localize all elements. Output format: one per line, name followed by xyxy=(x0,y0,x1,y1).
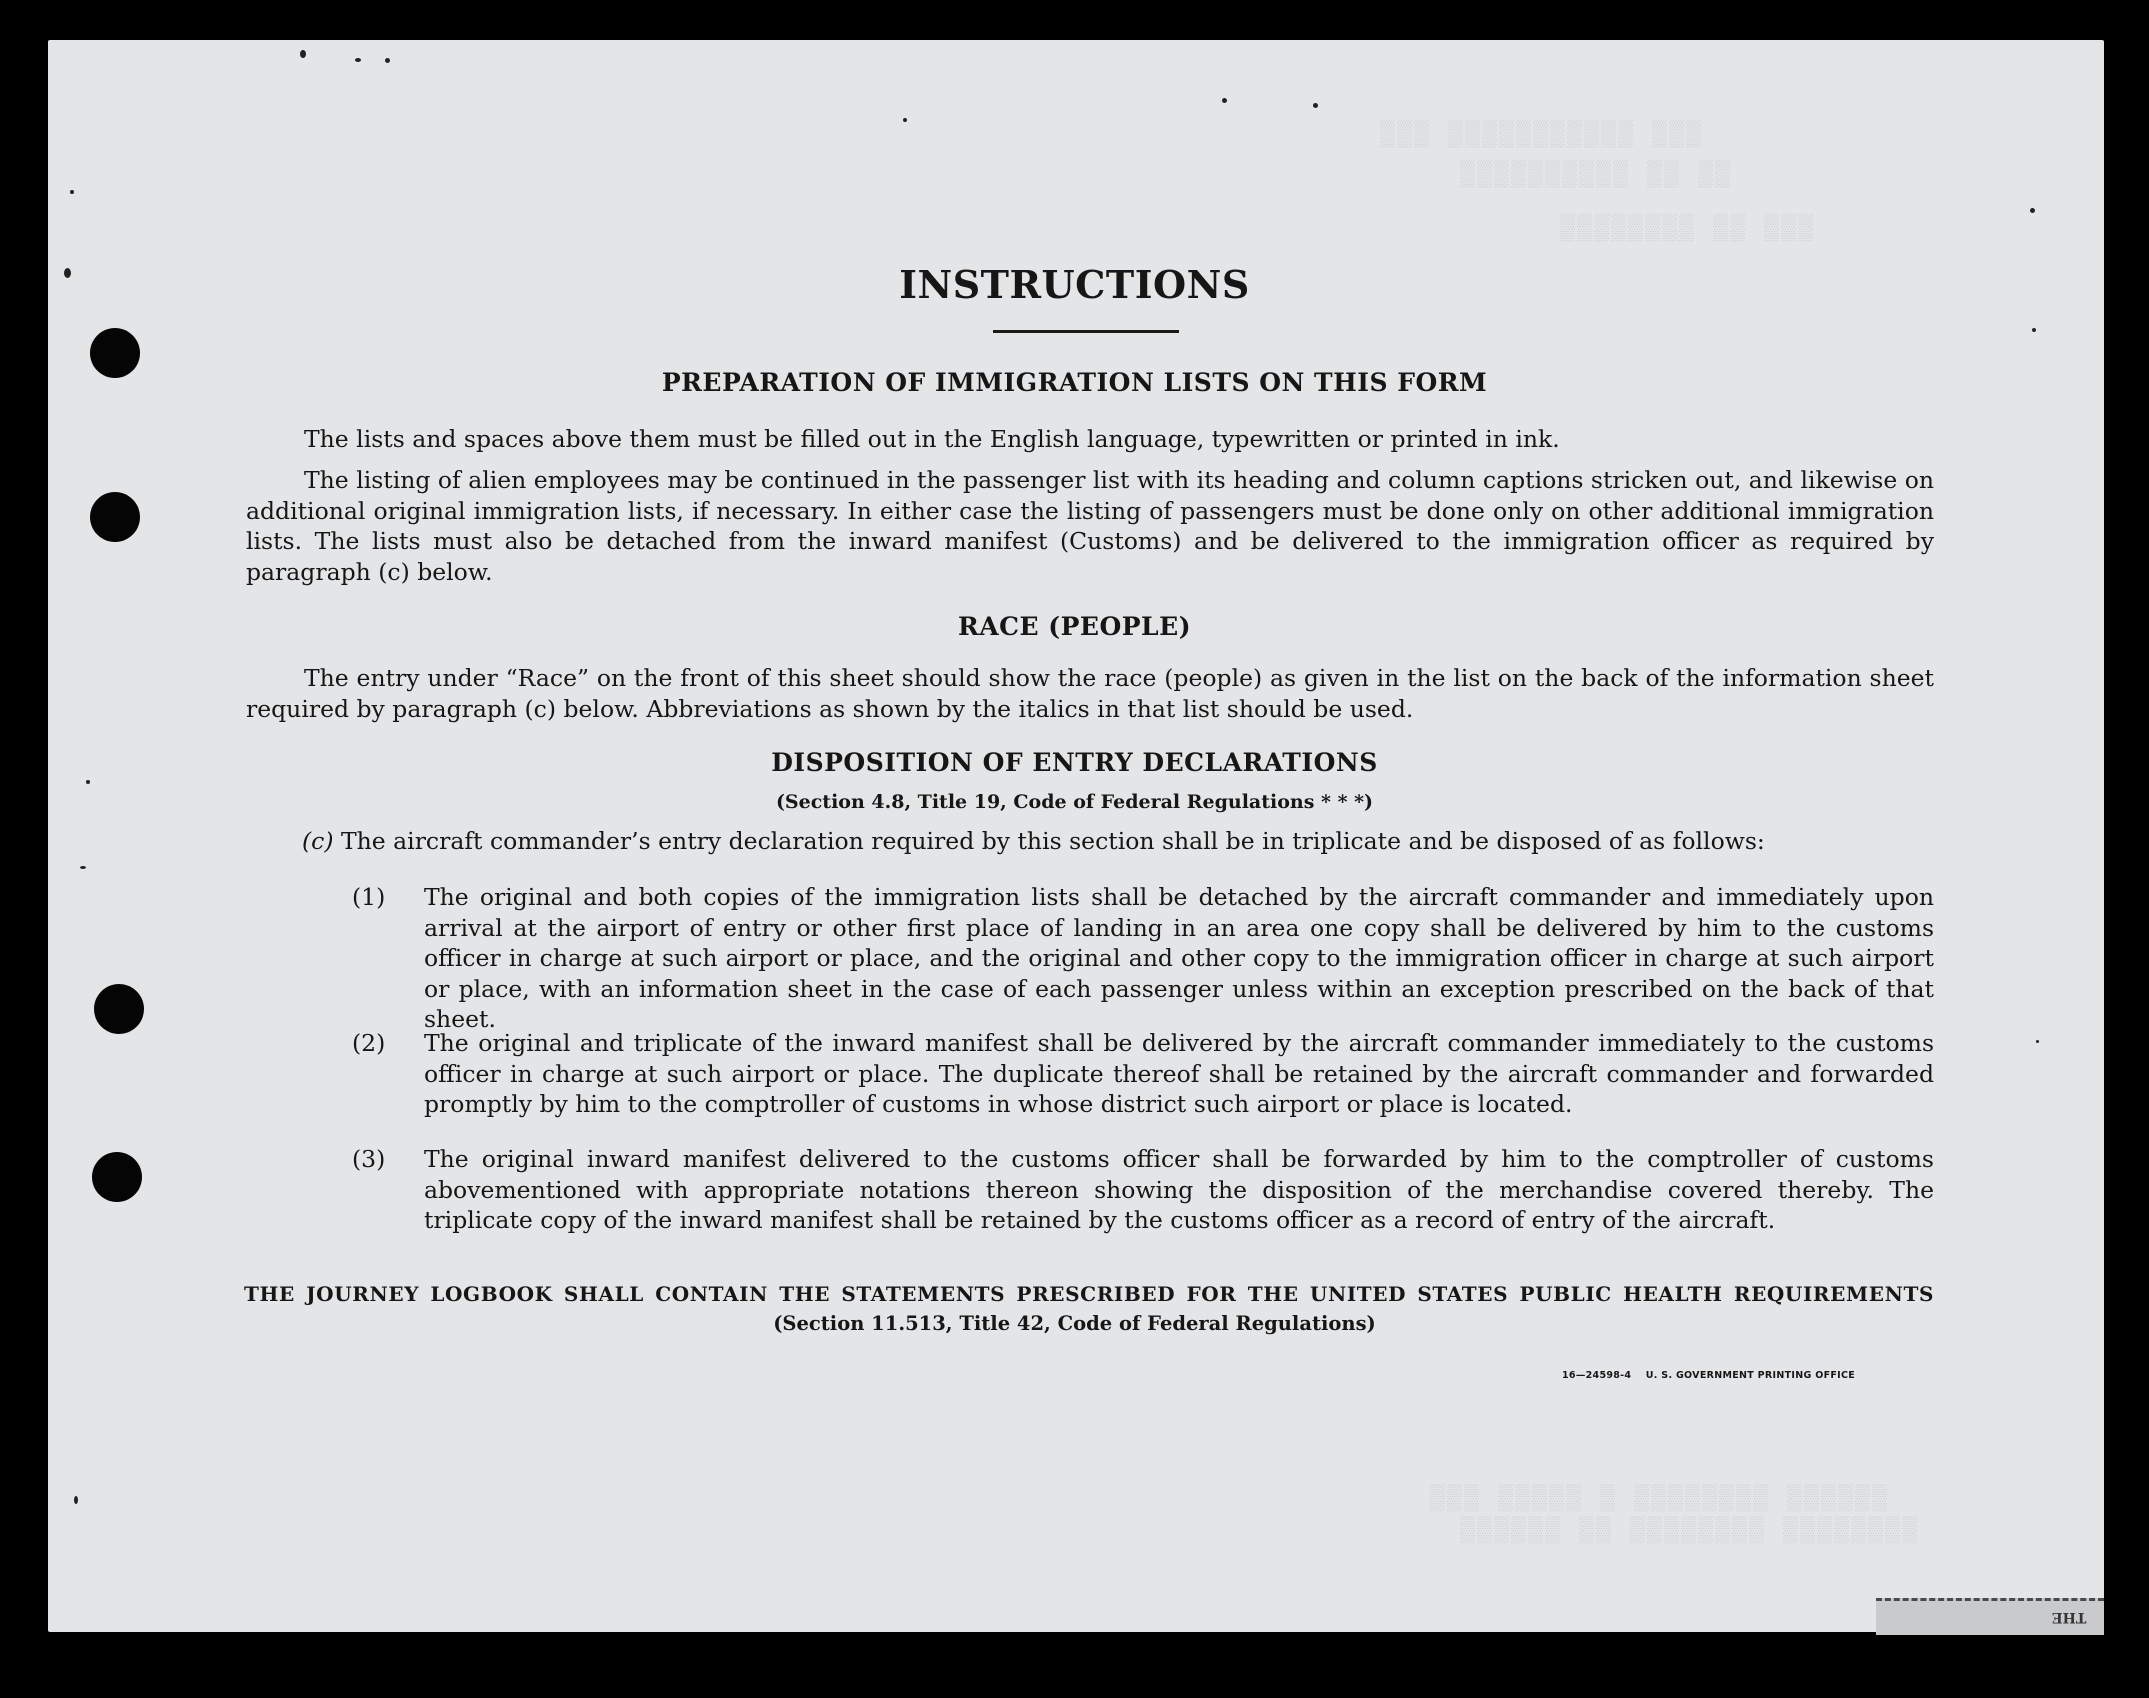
public-health-statement: THE JOURNEY LOGBOOK SHALL CONTAIN THE STATEMENTS PRESCRIBED FOR THE UNITED STATES PUBLIC HEALTH REQUIREMENTS xyxy=(244,1282,1934,1306)
bleed-through-text: ▒▒▒ ▒▒▒▒▒▒▒▒▒▒▒ ▒▒▒ xyxy=(1380,120,1704,149)
bleed-through-text: ▒▒▒▒▒▒ ▒▒ ▒▒▒▒▒▒▒▒ ▒▒▒▒▒▒▒▒ xyxy=(1460,1516,1920,1545)
item-text: The original and both copies of the immigration lists shall be detached by the aircraft commander and immediately upon arrival at the airport of entry or other first place of landing in an area one copy shall be delivered by him to the customs officer in charge at such airport or place, and the original and other copy to the immigration officer in charge at such airport or place, with an information sheet in the case of each passenger unless within an exception prescribed on the back of that sheet. xyxy=(424,883,1934,1033)
scan-speck xyxy=(2032,328,2036,332)
bleed-through-text: ▒▒▒▒▒▒▒▒▒▒ ▒▒ ▒▒ xyxy=(1460,160,1733,189)
perforated-tear-strip xyxy=(1876,1598,2104,1635)
binder-hole xyxy=(92,1152,142,1202)
scan-speck xyxy=(70,190,74,194)
section-heading-disposition: DISPOSITION OF ENTRY DECLARATIONS xyxy=(771,748,1378,777)
scan-speck xyxy=(80,866,86,869)
scan-speck xyxy=(300,50,306,58)
section-heading-race: RACE (PEOPLE) xyxy=(957,612,1192,641)
section-citation-title19: (Section 4.8, Title 19, Code of Federal Regulations * * *) xyxy=(775,791,1374,813)
bleed-through-text: ▒▒▒ ▒▒▒▒▒ ▒ ▒▒▒▒▒▒▒▒ ▒▒▒▒▒▒ xyxy=(1430,1484,1890,1513)
scan-speck xyxy=(1222,98,1227,103)
title-underline xyxy=(993,330,1179,333)
scan-speck xyxy=(86,780,90,784)
item-text: The original inward manifest delivered to the customs officer shall be forwarded by him to the comptroller of customs abovementioned with appropriate notations thereon showing the disposition of the merchandise covered thereby. The triplicate copy of the inward manifest shall be retained by the customs officer as a record of entry of the aircraft. xyxy=(424,1145,1934,1234)
section-heading-preparation: PREPARATION OF IMMIGRATION LISTS ON THIS FORM xyxy=(661,368,1488,397)
list-item xyxy=(352,1144,1934,1236)
scan-speck xyxy=(1313,103,1318,108)
bleed-through-text: ▒▒▒▒▒▒▒▒ ▒▒ ▒▒▒ xyxy=(1560,214,1816,243)
clause-text: The aircraft commander’s entry declaration required by this section shall be in triplicate and be disposed of as follows: xyxy=(340,827,1765,855)
printer-code: 16—24598-4 xyxy=(1562,1370,1632,1381)
scan-speck xyxy=(385,58,390,63)
item-number: (3) xyxy=(352,1145,386,1173)
list-item xyxy=(352,1028,1934,1120)
document-title: INSTRUCTIONS xyxy=(899,262,1250,307)
scan-speck xyxy=(2036,1040,2039,1043)
scan-speck xyxy=(903,118,907,122)
paragraph-alien-employees: The listing of alien employees may be continued in the passenger list with its heading and column captions stricken out, and likewise on additional original immigration lists, if necessary. In either case the listing of passengers must be done only on other additional immigration lists. The lists must also be detached from the inward manifest (Customs) and be delivered to the immigration officer as required by paragraph (c) below. xyxy=(246,466,1934,586)
list-item xyxy=(352,882,1934,1035)
clause-label: (c) xyxy=(302,827,334,855)
item-number: (1) xyxy=(352,883,386,911)
scan-speck xyxy=(355,58,361,62)
footer-citation-title42: (Section 11.513, Title 42, Code of Federal Regulations) xyxy=(773,1312,1376,1335)
tear-strip-text: THE xyxy=(2051,1609,2086,1625)
printer-imprint xyxy=(1562,1370,1855,1381)
clause-c xyxy=(302,826,1765,857)
paragraph-english-language: The lists and spaces above them must be filled out in the English language, typewritten or printed in ink. xyxy=(304,425,1560,453)
item-number: (2) xyxy=(352,1029,386,1057)
paragraph-race-entry: The entry under “Race” on the front of this sheet should show the race (people) as given in the list on the back of the information sheet required by paragraph (c) below. Abbreviations as shown by the italics in that list should be used. xyxy=(246,664,1934,723)
binder-hole xyxy=(90,492,140,542)
item-text: The original and triplicate of the inward manifest shall be delivered by the aircraft commander immediately to the customs officer in charge at such airport or place. The duplicate thereof shall be retained by the aircraft commander and forwarded promptly by him to the comptroller of customs in whose district such airport or place is located. xyxy=(424,1029,1934,1118)
scan-speck xyxy=(2030,208,2035,213)
scan-speck xyxy=(74,1496,78,1504)
binder-hole xyxy=(94,984,144,1034)
printer-name: U. S. GOVERNMENT PRINTING OFFICE xyxy=(1645,1370,1856,1381)
